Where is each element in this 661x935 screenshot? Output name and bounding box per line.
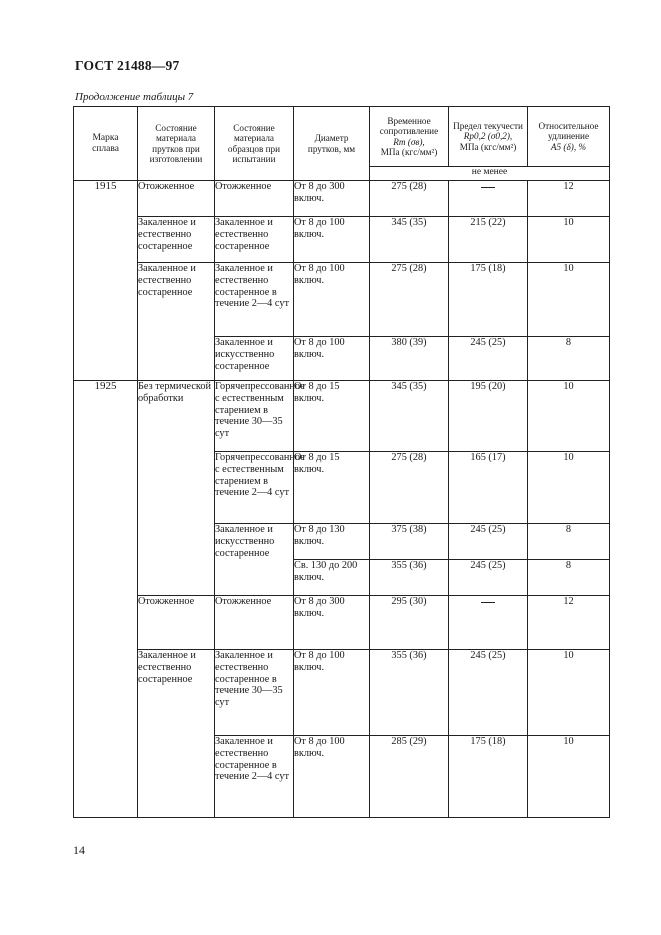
- manufacture-state-cell: Отожженное: [138, 596, 215, 650]
- tensile-cell: 375 (38): [370, 524, 449, 560]
- header-state-test: Состояние материала образцов при испытании: [215, 107, 294, 181]
- elongation-cell: 10: [528, 452, 610, 524]
- properties-table: [73, 106, 610, 818]
- tensile-cell: 345 (35): [370, 381, 449, 452]
- header-tensile-unit: МПа (кгс/мм²): [380, 146, 438, 157]
- table-row: [74, 381, 610, 452]
- header-state-manufacture: Состояние материала прутков при изготовлении: [138, 107, 215, 181]
- yield-cell: 175 (18): [449, 736, 528, 818]
- diameter-cell: От 8 до 100 включ.: [294, 736, 370, 818]
- header-alloy: Марка сплава: [74, 107, 138, 181]
- diameter-cell: От 8 до 300 включ.: [294, 181, 370, 217]
- yield-cell: 215 (22): [449, 217, 528, 263]
- header-elongation-title: Относительное удлинение: [538, 121, 599, 142]
- elongation-cell: 8: [528, 524, 610, 560]
- elongation-cell: 10: [528, 650, 610, 736]
- yield-cell: 165 (17): [449, 452, 528, 524]
- diameter-cell: От 8 до 100 включ.: [294, 217, 370, 263]
- table-row: [74, 217, 610, 263]
- header-tensile-title: Временное сопротивление: [379, 115, 439, 137]
- header-tensile-symbol: Rm (σв),: [393, 136, 425, 147]
- test-state-cell: Отожженное: [215, 181, 294, 217]
- elongation-cell: 10: [528, 263, 610, 337]
- diameter-cell: От 8 до 15 включ.: [294, 381, 370, 452]
- table-row: [74, 650, 610, 736]
- manufacture-state-cell: Отожженное: [138, 181, 215, 217]
- alloy-cell: 1925: [74, 381, 138, 818]
- test-state-cell: Закаленное и естественно состаренное в течение 30—35 сут: [215, 650, 294, 736]
- elongation-cell: 12: [528, 181, 610, 217]
- diameter-cell: От 8 до 100 включ.: [294, 337, 370, 381]
- tensile-cell: 355 (36): [370, 650, 449, 736]
- diameter-cell: От 8 до 100 включ.: [294, 650, 370, 736]
- header-elongation-symbol: A5 (δ), %: [550, 141, 587, 152]
- tensile-cell: 355 (36): [370, 560, 449, 596]
- test-state-cell: Закаленное и естественно состаренное в течение 2—4 сут: [215, 263, 294, 337]
- table-continuation-caption: Продолжение таблицы 7: [75, 91, 194, 103]
- diameter-cell: От 8 до 100 включ.: [294, 263, 370, 337]
- header-elongation: [528, 107, 610, 167]
- document-title: ГОСТ 21488—97: [75, 58, 180, 73]
- test-state-cell: Закаленное и искусственно состаренное: [215, 524, 294, 596]
- header-yield-unit: МПа (кгс/мм²): [459, 141, 517, 152]
- diameter-cell: Св. 130 до 200 включ.: [294, 560, 370, 596]
- dash-mark: [481, 187, 495, 188]
- elongation-cell: 12: [528, 596, 610, 650]
- elongation-cell: 10: [528, 736, 610, 818]
- header-yield: [449, 107, 528, 167]
- diameter-cell: От 8 до 15 включ.: [294, 452, 370, 524]
- test-state-cell: Отожженное: [215, 596, 294, 650]
- tensile-cell: 285 (29): [370, 736, 449, 818]
- header-diameter: Диаметр прутков, мм: [294, 107, 370, 181]
- test-state-cell: Закаленное и естественно состаренное в течение 2—4 сут: [215, 736, 294, 818]
- header-norm-note: не менее: [370, 167, 610, 181]
- elongation-cell: 8: [528, 560, 610, 596]
- test-state-cell: Закаленное и искусственно состаренное: [215, 337, 294, 381]
- yield-cell: 245 (25): [449, 524, 528, 560]
- elongation-cell: 10: [528, 381, 610, 452]
- header-tensile: [370, 107, 449, 167]
- test-state-cell: Горячепрессованное с естественным старением в течение 30—35 сут: [215, 381, 294, 452]
- yield-cell: [449, 181, 528, 217]
- dash-mark: [481, 602, 495, 603]
- yield-cell: 245 (25): [449, 337, 528, 381]
- header-yield-title: Предел текучести: [453, 121, 523, 132]
- tensile-cell: 345 (35): [370, 217, 449, 263]
- tensile-cell: 380 (39): [370, 337, 449, 381]
- diameter-cell: От 8 до 300 включ.: [294, 596, 370, 650]
- yield-cell: 245 (25): [449, 560, 528, 596]
- tensile-cell: 275 (28): [370, 181, 449, 217]
- alloy-cell: 1915: [74, 181, 138, 381]
- manufacture-state-cell: Закаленное и естественно состаренное: [138, 650, 215, 818]
- test-state-cell: Горячепрессованное с естественным старением в течение 2—4 сут: [215, 452, 294, 524]
- elongation-cell: 8: [528, 337, 610, 381]
- test-state-cell: Закаленное и естественно состаренное: [215, 217, 294, 263]
- manufacture-state-cell: Закаленное и естественно состаренное: [138, 263, 215, 381]
- manufacture-state-cell: Без термической обработки: [138, 381, 215, 596]
- yield-cell: 195 (20): [449, 381, 528, 452]
- tensile-cell: 275 (28): [370, 263, 449, 337]
- yield-cell: [449, 596, 528, 650]
- yield-cell: 245 (25): [449, 650, 528, 736]
- page-number: 14: [73, 843, 85, 857]
- manufacture-state-cell: Закаленное и естественно состаренное: [138, 217, 215, 263]
- tensile-cell: 275 (28): [370, 452, 449, 524]
- table-row: [74, 263, 610, 337]
- table-row: [74, 181, 610, 217]
- yield-cell: 175 (18): [449, 263, 528, 337]
- header-yield-symbol: Rp0,2 (σ0,2),: [463, 131, 513, 142]
- table-row: [74, 596, 610, 650]
- tensile-cell: 295 (30): [370, 596, 449, 650]
- elongation-cell: 10: [528, 217, 610, 263]
- diameter-cell: От 8 до 130 включ.: [294, 524, 370, 560]
